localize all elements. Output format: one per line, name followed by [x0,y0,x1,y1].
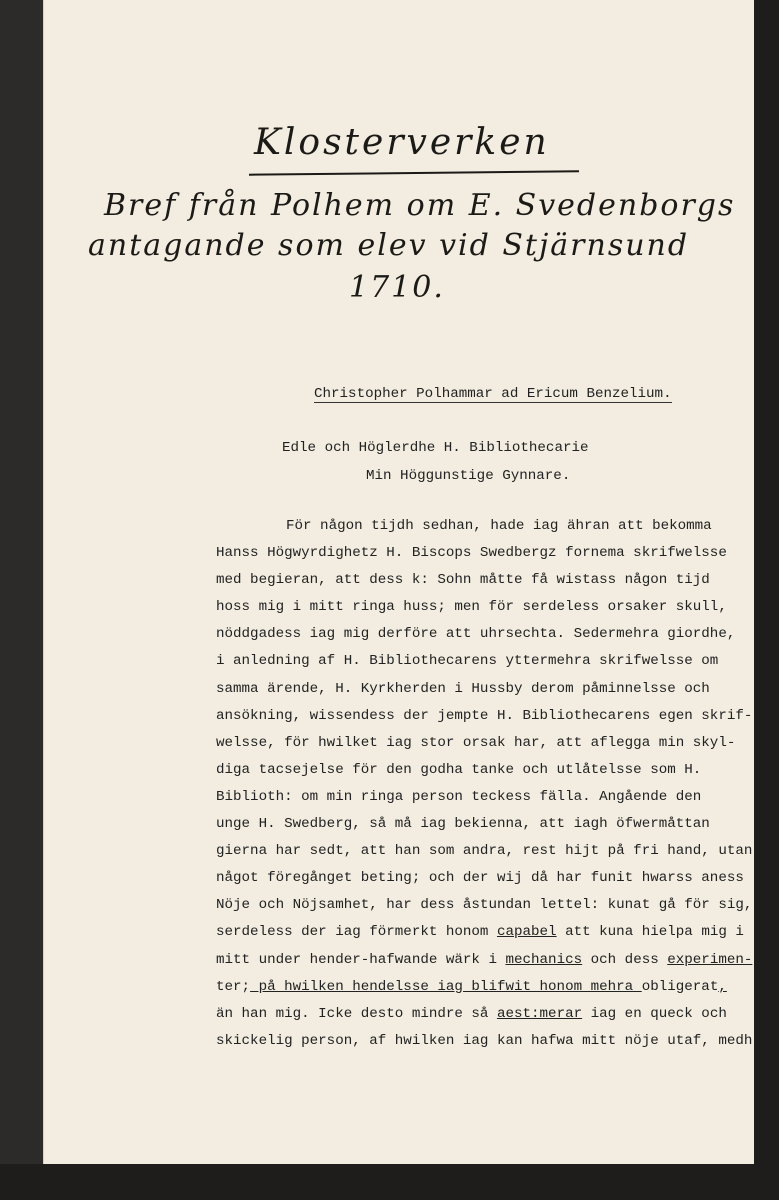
body-text-segment: obligerat [641,978,719,995]
scan-border-bottom [0,1164,779,1200]
body-text-segment: samma ärende, H. Kyrkherden i Hussby derom påminnelsse och [216,680,710,697]
underlined-term: aest:merar [496,1005,583,1022]
body-text-segment: och dess [582,951,668,968]
body-text-segment: unge H. Swedberg, så må iag bekienna, att iagh öfwermåttan [216,816,710,833]
body-line [216,703,756,730]
body-line [216,947,756,974]
body-text-segment: Hanss Högwyrdighetz H. Biscops Swedbergz fornema skrifwelsse [216,545,727,562]
body-line [216,567,756,594]
underlined-term: på hwilken hendelsse iag blifwit honom mehra [250,978,642,995]
body-line [216,784,756,811]
body-text-segment: skickelig person, af hwilken iag kan hafwa mitt nöje utaf, medh [216,1032,753,1049]
body-line [216,757,756,784]
letter-heading [314,386,672,402]
handwritten-year: 1710. [349,270,445,305]
body-line [216,1028,756,1055]
title-underline [249,170,579,175]
letter-heading-text: Christopher Polhammar ad Ericum Benzelium. [314,386,672,402]
underlined-term: mechanics [505,951,583,968]
body-text-segment: nöddgadess iag mig derföre att uhrsechta. Sedermehra giordhe, [216,626,736,643]
body-text-segment: Nöje och Nöjsamhet, har dess åstundan lettel: kunat gå för sig, [216,897,753,914]
body-text-segment: ansökning, wissendess der jempte H. Bibliothecarens egen skrif- [216,707,753,724]
salutation-line-2: Min Höggunstige Gynnare. [366,468,571,484]
body-line [216,730,756,757]
document-page [44,0,754,1164]
body-line [216,892,756,919]
body-text-segment: welsse, för hwilket iag stor orsak har, att aflegga min skyl- [216,734,736,751]
body-line [216,676,756,703]
underlined-term: capabel [496,924,557,941]
body-line [216,838,756,865]
body-text-segment: i anledning af H. Bibliothecarens yttermehra skrifwelsse om [216,653,719,670]
body-line [216,648,756,675]
body-line [216,865,756,892]
body-text-segment: Biblioth: om min ringa person teckess fälla. Angående den [216,788,702,805]
handwritten-line-2: antagande som elev vid Stjärnsund [88,228,690,263]
body-line [216,621,756,648]
body-line [216,594,756,621]
body-text-segment: ter; [216,978,251,995]
body-text-segment: gierna har sedt, att han som andra, rest hijt på fri hand, utan [216,843,753,860]
body-text-segment: För någon tijdh sedhan, hade iag ähran att bekomma [286,518,712,534]
body-text-segment: att kuna hielpa mig i [556,924,744,941]
body-text-segment: iag en queck och [582,1005,727,1022]
body-line [216,1001,756,1028]
body-line [216,919,756,946]
body-text-segment: något föregånget beting; och der wij då har funit hwarss aness [216,870,744,887]
letter-body [216,513,756,1055]
salutation-line-1: Edle och Höglerdhe H. Bibliothecarie [282,440,589,456]
handwritten-line-1: Bref från Polhem om E. Svedenborgs [104,188,736,223]
body-text-segment: diga tacsejelse för den godha tanke och utlåtelsse som H. [216,761,702,778]
scan-border-right [754,0,779,1200]
body-text-segment: med begieran, att dess k: Sohn måtte få wistass någon tijd [216,572,710,589]
body-text-segment: hoss mig i mitt ringa huss; men för serdeless orsaker skull, [216,599,727,616]
underlined-term: , [718,978,727,995]
body-line [216,811,756,838]
body-line [216,974,756,1001]
handwritten-title: Klosterverken [254,122,550,163]
body-text-segment: än han mig. Icke desto mindre så [216,1005,497,1022]
body-line [216,513,756,540]
body-text-segment: serdeless der iag förmerkt honom [216,924,497,941]
body-text-segment: mitt under hender-hafwande wärk i [216,951,506,968]
body-line [216,540,756,567]
underlined-term: experimen- [667,951,753,968]
